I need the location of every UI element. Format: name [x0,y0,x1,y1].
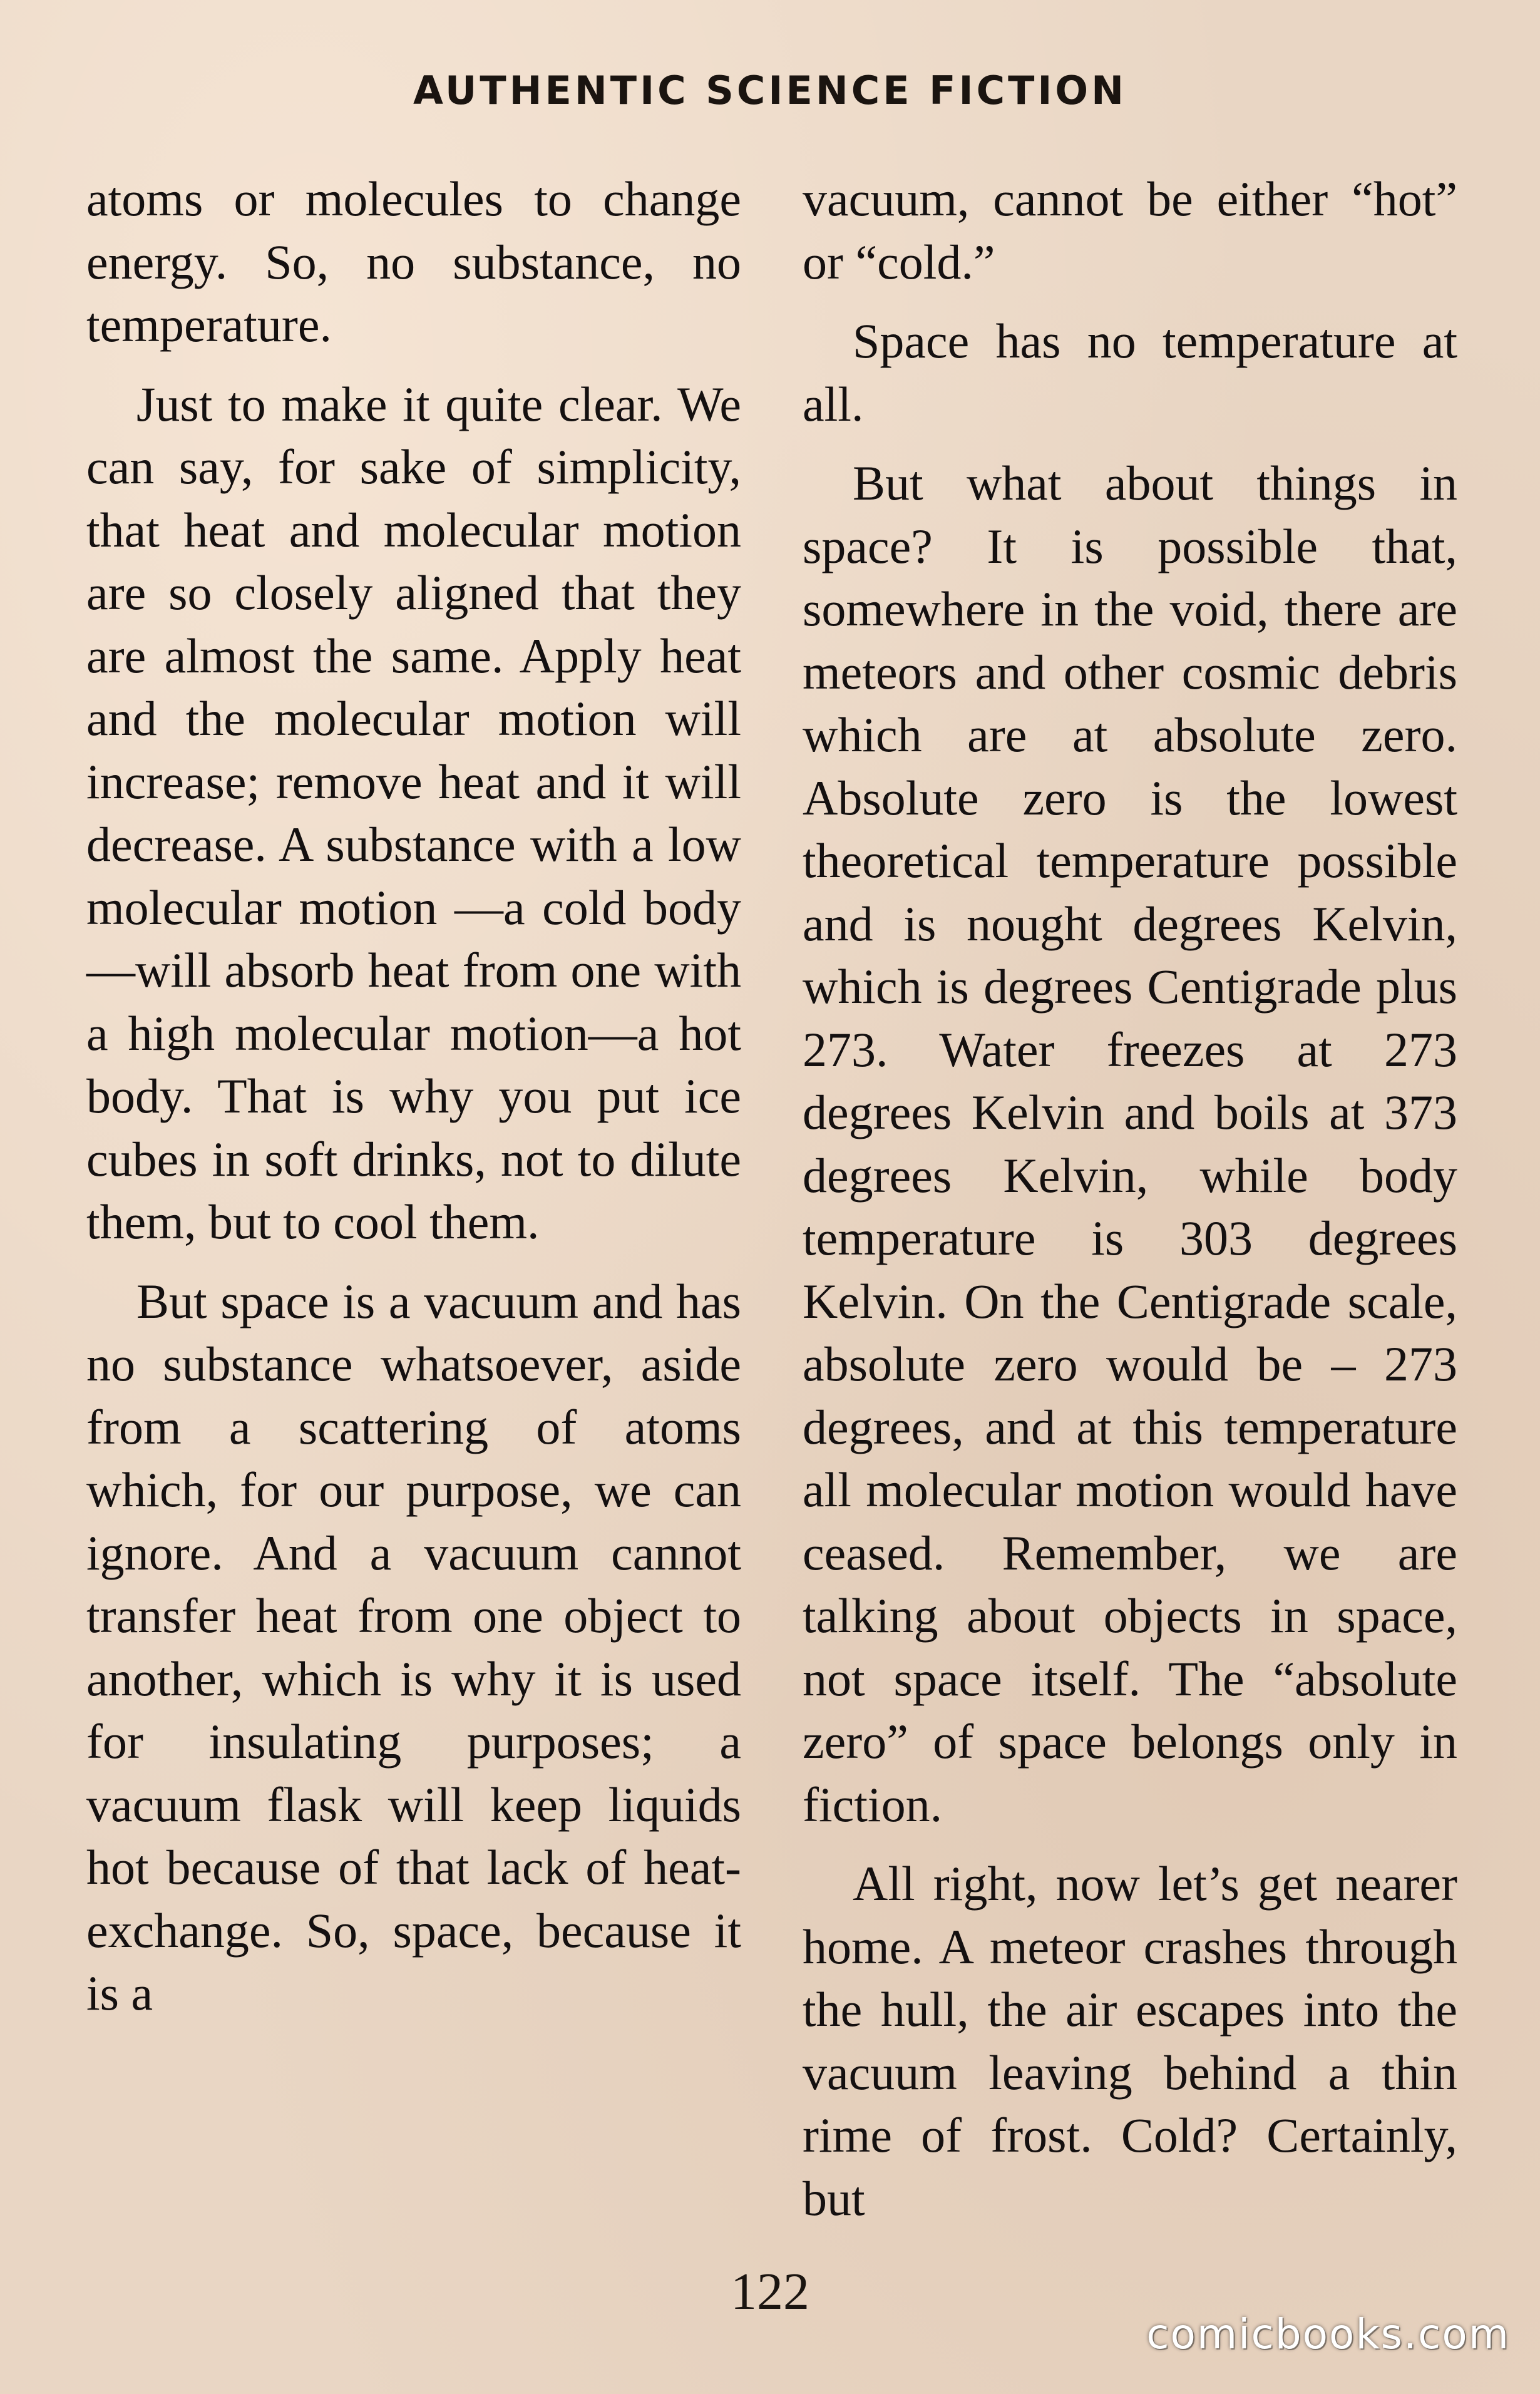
site-watermark: comicbooks.com [1146,2310,1510,2358]
page-number: 122 [731,2263,809,2321]
paragraph: Space has no temperature at all. [803,314,1457,431]
text-column-left [86,168,741,2042]
text-column-right [803,168,1457,2246]
paragraph: But space is a vacuum and has no substance whatsoever, aside from a scattering of atoms which, for our purpose, we can ignore. And a vacuum cannot transfer heat from one object to another, which is why it is used for insulating purposes; a vacuum flask will keep liquids hot because of that lack of heat-exchange. So, space, because it is a [86,1273,741,2020]
paragraph: But what about things in space? It is possible that, somewhere in the void, there are meteors and other cosmic debris which are at absolute zero. Absolute zero is the lowest theoretical temperature possible and is nought degrees Kelvin, which is degrees Centigrade plus 273. Water freezes at 273 degrees Kelvin and boils at 373 degrees Kelvin, while body temperature is 303 degrees Kelvin. On the Centigrade scale, absolute zero would be – 273 degrees, and at this temperature all molecular motion would have ceased. Remember, we are talking about objects in space, not space itself. The “absolute zero” of space belongs only in fiction. [803,456,1457,1832]
paragraph: atoms or molecules to change energy. So, no substance, no temperature. [86,172,741,352]
paragraph: Just to make it quite clear. We can say, for sake of simplicity, that heat and molecular motion are so closely aligned that they are almost the same. Apply heat and the molecular motion will increase; remove heat and it will decrease. A substance with a low molecular motion —a cold body—will absorb heat from one with a high molecular motion—a hot body. That is why you put ice cubes in soft drinks, not to dilute them, but to cool them. [86,376,741,1249]
paragraph: vacuum, cannot be either “hot” or “cold.” [803,172,1457,289]
running-header: AUTHENTIC SCIENCE FICTION [413,68,1127,113]
paragraph: All right, now let’s get nearer home. A meteor crashes through the hull, the air escapes into the vacuum leaving behind a thin rime of frost. Cold? Certainly, but [803,1856,1457,2226]
